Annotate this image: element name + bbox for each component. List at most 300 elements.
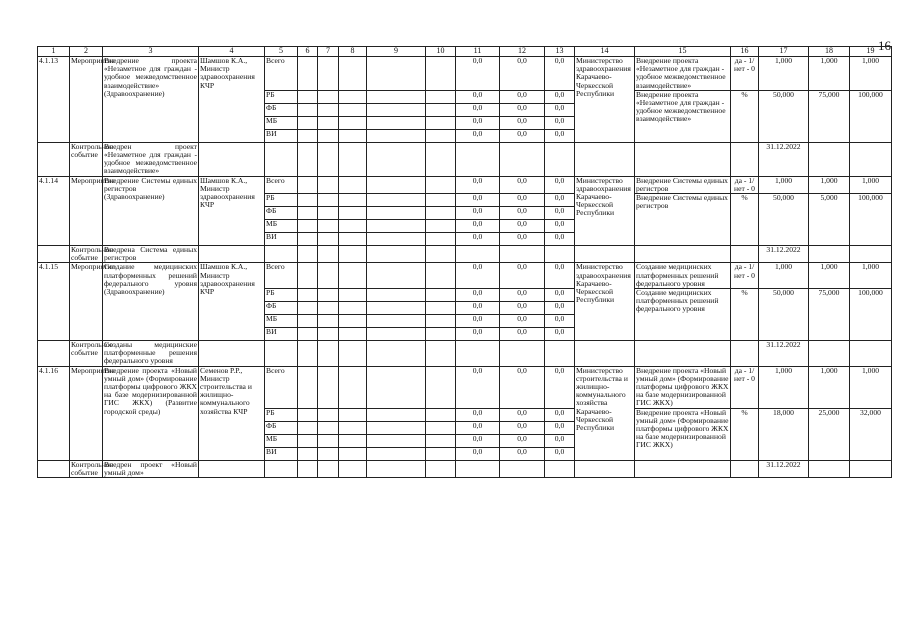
target-1-col19: 1,000 xyxy=(850,263,892,289)
empty-cell xyxy=(426,194,456,207)
executor: Министерство строительства и жилищно-коммунального хозяйства Карачаево-Черкесской Республики xyxy=(575,366,635,460)
empty-cell xyxy=(199,341,265,367)
empty-cell xyxy=(367,220,426,233)
empty-cell xyxy=(298,408,318,421)
indicator-1: Внедрение проекта «Незаметное для граждан - удобное межведомственное взаимодействие» xyxy=(635,57,731,91)
empty-cell xyxy=(850,341,892,367)
value-col12: 0,0 xyxy=(500,408,545,421)
empty-cell xyxy=(426,57,456,91)
activity-responsible: Шамшов К.А., Министр здравоохранения КЧР xyxy=(199,57,265,143)
empty-cell xyxy=(298,57,318,91)
empty-cell xyxy=(339,460,367,477)
empty-cell xyxy=(367,246,426,263)
executor: Министерство здравоохранения Карачаево-Черкесской Республики xyxy=(575,176,635,245)
value-col13: 0,0 xyxy=(545,194,575,207)
empty-cell xyxy=(367,315,426,328)
empty-cell xyxy=(339,408,367,421)
empty-cell xyxy=(339,366,367,408)
fund-source: ВИ xyxy=(265,328,298,341)
value-col11: 0,0 xyxy=(456,408,500,421)
empty-cell xyxy=(339,447,367,460)
empty-cell xyxy=(367,302,426,315)
control-event-date: 31.12.2022 xyxy=(759,142,809,176)
target-2-col19: 100,000 xyxy=(850,90,892,142)
value-col13: 0,0 xyxy=(545,434,575,447)
empty-cell xyxy=(318,246,339,263)
empty-cell xyxy=(339,57,367,91)
fund-source: ФБ xyxy=(265,302,298,315)
control-event-text: Внедрен проект «Незаметное для граждан - удобное межведомственное взаимодействие» xyxy=(104,141,197,176)
empty-cell xyxy=(426,220,456,233)
empty-cell xyxy=(298,176,318,193)
activity-title: Внедрение проекта «Новый умный дом» (Формирование платформы цифрового ЖКХ на базе модернизированной ГИС ЖКХ) (Развитие городской среды) xyxy=(103,366,199,460)
column-number-8: 8 xyxy=(339,47,367,57)
unit-2: % xyxy=(731,408,759,460)
control-event-text: Внедрен проект «Новый умный дом» xyxy=(104,459,197,477)
empty-cell xyxy=(809,341,850,367)
empty-cell xyxy=(456,460,500,477)
empty-cell xyxy=(318,207,339,220)
value-col12: 0,0 xyxy=(500,315,545,328)
empty-cell xyxy=(731,460,759,477)
empty-cell xyxy=(265,246,298,263)
executor: Министерство здравоохранения Карачаево-Черкесской Республики xyxy=(575,263,635,341)
empty-cell xyxy=(318,176,339,193)
empty-cell xyxy=(38,341,70,367)
fund-source: Всего xyxy=(265,366,298,408)
empty-cell xyxy=(298,263,318,289)
empty-cell xyxy=(318,220,339,233)
target-1-col19: 1,000 xyxy=(850,366,892,408)
empty-cell xyxy=(367,341,426,367)
value-col13: 0,0 xyxy=(545,220,575,233)
value-col12: 0,0 xyxy=(500,263,545,289)
activity-responsible: Шамшов К.А., Министр здравоохранения КЧР xyxy=(199,263,265,341)
fund-source: Всего xyxy=(265,263,298,289)
empty-cell xyxy=(339,207,367,220)
control-event-label: Контрольное событие xyxy=(71,245,114,263)
activity-row xyxy=(38,57,892,91)
header-row xyxy=(38,47,892,57)
empty-cell xyxy=(339,103,367,116)
target-2-col18: 5,000 xyxy=(809,194,850,246)
empty-cell xyxy=(265,142,298,176)
empty-cell xyxy=(426,233,456,246)
empty-cell xyxy=(367,116,426,129)
control-event-label: Контрольное событие xyxy=(71,459,114,477)
value-col12: 0,0 xyxy=(500,328,545,341)
empty-cell xyxy=(318,328,339,341)
target-2-col19: 100,000 xyxy=(850,194,892,246)
fund-source: ВИ xyxy=(265,233,298,246)
empty-cell xyxy=(318,366,339,408)
activity-type: Мероприятие xyxy=(70,176,103,245)
empty-cell xyxy=(298,434,318,447)
activity-title: Внедрение Системы единых регистров (Здравоохранение) xyxy=(103,176,199,245)
empty-cell xyxy=(318,116,339,129)
value-col11: 0,0 xyxy=(456,233,500,246)
value-col13: 0,0 xyxy=(545,263,575,289)
page-number: 16 xyxy=(878,38,891,53)
empty-cell xyxy=(367,103,426,116)
empty-cell xyxy=(426,129,456,142)
value-col11: 0,0 xyxy=(456,194,500,207)
value-col12: 0,0 xyxy=(500,434,545,447)
fund-source: ФБ xyxy=(265,103,298,116)
empty-cell xyxy=(298,129,318,142)
empty-cell xyxy=(426,447,456,460)
control-event-row xyxy=(38,460,892,477)
empty-cell xyxy=(367,421,426,434)
empty-cell xyxy=(426,460,456,477)
column-number-1: 1 xyxy=(38,47,70,57)
activity-id: 4.1.16 xyxy=(38,366,70,460)
empty-cell xyxy=(426,90,456,103)
fund-source: МБ xyxy=(265,116,298,129)
empty-cell xyxy=(298,447,318,460)
target-1-col19: 1,000 xyxy=(850,176,892,193)
empty-cell xyxy=(199,142,265,176)
column-number-6: 6 xyxy=(298,47,318,57)
empty-cell xyxy=(635,142,731,176)
column-number-5: 5 xyxy=(265,47,298,57)
empty-cell xyxy=(426,366,456,408)
target-1-col17: 1,000 xyxy=(759,366,809,408)
value-col12: 0,0 xyxy=(500,447,545,460)
target-1-col18: 1,000 xyxy=(809,366,850,408)
value-col11: 0,0 xyxy=(456,207,500,220)
empty-cell xyxy=(426,421,456,434)
empty-cell xyxy=(426,289,456,302)
control-event-label: Контрольное событие xyxy=(70,341,103,367)
value-col11: 0,0 xyxy=(456,421,500,434)
fund-source: Всего xyxy=(265,176,298,193)
value-col11: 0,0 xyxy=(456,103,500,116)
empty-cell xyxy=(318,142,339,176)
column-number-11: 11 xyxy=(456,47,500,57)
empty-cell xyxy=(575,460,635,477)
empty-cell xyxy=(298,194,318,207)
value-col11: 0,0 xyxy=(456,434,500,447)
target-2-col17: 50,000 xyxy=(759,90,809,142)
target-1-col18: 1,000 xyxy=(809,176,850,193)
empty-cell xyxy=(500,341,545,367)
empty-cell xyxy=(318,302,339,315)
empty-cell xyxy=(367,366,426,408)
empty-cell xyxy=(339,315,367,328)
empty-cell xyxy=(426,302,456,315)
empty-cell xyxy=(545,460,575,477)
control-event-row xyxy=(38,341,892,367)
empty-cell xyxy=(426,408,456,421)
empty-cell xyxy=(298,233,318,246)
empty-cell xyxy=(367,194,426,207)
value-col12: 0,0 xyxy=(500,57,545,91)
empty-cell xyxy=(809,246,850,263)
executor: Министерство здравоохранения Карачаево-Черкесской Республики xyxy=(575,57,635,143)
activity-row xyxy=(38,263,892,289)
fund-source: Всего xyxy=(265,57,298,91)
empty-cell xyxy=(339,233,367,246)
empty-cell xyxy=(426,434,456,447)
column-number-2: 2 xyxy=(70,47,103,57)
value-col13: 0,0 xyxy=(545,421,575,434)
empty-cell xyxy=(38,246,70,263)
target-1-col18: 1,000 xyxy=(809,57,850,91)
empty-cell xyxy=(367,57,426,91)
empty-cell xyxy=(339,341,367,367)
empty-cell xyxy=(318,263,339,289)
fund-source: ВИ xyxy=(265,129,298,142)
empty-cell xyxy=(367,328,426,341)
value-col11: 0,0 xyxy=(456,328,500,341)
empty-cell xyxy=(339,421,367,434)
value-col11: 0,0 xyxy=(456,129,500,142)
column-number-10: 10 xyxy=(426,47,456,57)
empty-cell xyxy=(575,341,635,367)
empty-cell xyxy=(298,116,318,129)
empty-cell xyxy=(318,129,339,142)
empty-cell xyxy=(318,289,339,302)
empty-cell xyxy=(298,421,318,434)
fund-source: МБ xyxy=(265,220,298,233)
unit-1: да - 1/ нет - 0 xyxy=(731,176,759,193)
empty-cell xyxy=(298,315,318,328)
activity-responsible: Шамшов К.А., Министр здравоохранения КЧР xyxy=(199,176,265,245)
empty-cell xyxy=(367,434,426,447)
program-table xyxy=(37,46,892,478)
empty-cell xyxy=(575,142,635,176)
target-2-col18: 25,000 xyxy=(809,408,850,460)
value-col11: 0,0 xyxy=(456,447,500,460)
empty-cell xyxy=(500,246,545,263)
value-col13: 0,0 xyxy=(545,328,575,341)
empty-cell xyxy=(339,289,367,302)
indicator-2: Внедрение проекта «Незаметное для граждан - удобное межведомственное взаимодействие» xyxy=(635,90,731,142)
value-col13: 0,0 xyxy=(545,207,575,220)
empty-cell xyxy=(545,246,575,263)
empty-cell xyxy=(635,341,731,367)
empty-cell xyxy=(199,460,265,477)
empty-cell xyxy=(298,366,318,408)
empty-cell xyxy=(339,116,367,129)
empty-cell xyxy=(298,328,318,341)
value-col12: 0,0 xyxy=(500,176,545,193)
value-col13: 0,0 xyxy=(545,408,575,421)
empty-cell xyxy=(318,408,339,421)
empty-cell xyxy=(318,194,339,207)
value-col12: 0,0 xyxy=(500,207,545,220)
empty-cell xyxy=(426,315,456,328)
column-number-3: 3 xyxy=(103,47,199,57)
empty-cell xyxy=(545,142,575,176)
column-number-4: 4 xyxy=(199,47,265,57)
empty-cell xyxy=(367,207,426,220)
unit-2: % xyxy=(731,289,759,341)
column-number-17: 17 xyxy=(759,47,809,57)
value-col11: 0,0 xyxy=(456,366,500,408)
column-number-13: 13 xyxy=(545,47,575,57)
empty-cell xyxy=(367,289,426,302)
activity-row xyxy=(38,176,892,193)
empty-cell xyxy=(500,142,545,176)
column-number-19: 19 xyxy=(850,47,892,57)
empty-cell xyxy=(199,246,265,263)
value-col12: 0,0 xyxy=(500,129,545,142)
empty-cell xyxy=(426,246,456,263)
control-event-date: 31.12.2022 xyxy=(759,460,809,477)
empty-cell xyxy=(367,263,426,289)
target-2-col19: 100,000 xyxy=(850,289,892,341)
empty-cell xyxy=(318,233,339,246)
target-1-col19: 1,000 xyxy=(850,57,892,91)
target-2-col19: 32,000 xyxy=(850,408,892,460)
column-number-7: 7 xyxy=(318,47,339,57)
indicator-1: Внедрение проекта «Новый умный дом» (Формирование платформы цифрового ЖКХ на базе модернизированной ГИС ЖКХ) xyxy=(636,365,729,408)
empty-cell xyxy=(298,103,318,116)
empty-cell xyxy=(339,90,367,103)
target-2-col17: 50,000 xyxy=(759,289,809,341)
column-number-18: 18 xyxy=(809,47,850,57)
empty-cell xyxy=(318,421,339,434)
empty-cell xyxy=(318,90,339,103)
fund-source: МБ xyxy=(265,434,298,447)
empty-cell xyxy=(339,220,367,233)
empty-cell xyxy=(298,460,318,477)
empty-cell xyxy=(426,207,456,220)
value-col12: 0,0 xyxy=(500,116,545,129)
control-event-row xyxy=(38,246,892,263)
activity-responsible: Семенов Р.Р., Министр строительства и жилищно-коммунального хозяйства КЧР xyxy=(199,366,265,460)
fund-source: РБ xyxy=(265,194,298,207)
empty-cell xyxy=(850,246,892,263)
empty-cell xyxy=(456,246,500,263)
value-col11: 0,0 xyxy=(456,220,500,233)
fund-source: РБ xyxy=(265,90,298,103)
indicator-2: Создание медицинских платформенных решений федерального уровня xyxy=(635,289,731,341)
empty-cell xyxy=(426,116,456,129)
target-1-col17: 1,000 xyxy=(759,57,809,91)
activity-id: 4.1.14 xyxy=(38,176,70,245)
empty-cell xyxy=(456,341,500,367)
empty-cell xyxy=(318,460,339,477)
fund-source: РБ xyxy=(265,289,298,302)
empty-cell xyxy=(850,142,892,176)
empty-cell xyxy=(426,341,456,367)
empty-cell xyxy=(545,341,575,367)
empty-cell xyxy=(367,408,426,421)
value-col13: 0,0 xyxy=(545,315,575,328)
unit-1: да - 1/ нет - 0 xyxy=(731,263,759,289)
column-number-16: 16 xyxy=(731,47,759,57)
unit-1: да - 1/ нет - 0 xyxy=(731,366,759,408)
empty-cell xyxy=(265,341,298,367)
empty-cell xyxy=(426,142,456,176)
fund-source: ФБ xyxy=(265,207,298,220)
value-col11: 0,0 xyxy=(456,302,500,315)
value-col12: 0,0 xyxy=(500,103,545,116)
control-event-label: Контрольное событие xyxy=(70,142,103,176)
activity-type: Мероприятие xyxy=(70,366,103,460)
value-col12: 0,0 xyxy=(500,233,545,246)
fund-source: МБ xyxy=(265,315,298,328)
empty-cell xyxy=(298,289,318,302)
control-event-date: 31.12.2022 xyxy=(759,341,809,367)
fund-source: ФБ xyxy=(265,421,298,434)
empty-cell xyxy=(367,233,426,246)
value-col11: 0,0 xyxy=(456,90,500,103)
empty-cell xyxy=(809,142,850,176)
empty-cell xyxy=(298,341,318,367)
fund-source: ВИ xyxy=(265,447,298,460)
empty-cell xyxy=(318,57,339,91)
empty-cell xyxy=(339,194,367,207)
empty-cell xyxy=(500,460,545,477)
value-col12: 0,0 xyxy=(500,194,545,207)
value-col13: 0,0 xyxy=(545,366,575,408)
value-col12: 0,0 xyxy=(500,289,545,302)
empty-cell xyxy=(339,263,367,289)
empty-cell xyxy=(367,460,426,477)
unit-1: да - 1/ нет - 0 xyxy=(731,57,759,91)
empty-cell xyxy=(318,447,339,460)
value-col11: 0,0 xyxy=(456,176,500,193)
empty-cell xyxy=(318,103,339,116)
column-number-12: 12 xyxy=(500,47,545,57)
empty-cell xyxy=(850,460,892,477)
empty-cell xyxy=(635,460,731,477)
target-2-col18: 75,000 xyxy=(809,289,850,341)
empty-cell xyxy=(635,246,731,263)
control-event-row xyxy=(38,142,892,176)
empty-cell xyxy=(809,460,850,477)
empty-cell xyxy=(367,90,426,103)
value-col12: 0,0 xyxy=(500,421,545,434)
control-event-text: Созданы медицинские платформенные решения федерального уровня xyxy=(104,340,197,366)
value-col13: 0,0 xyxy=(545,116,575,129)
empty-cell xyxy=(38,142,70,176)
value-col11: 0,0 xyxy=(456,289,500,302)
empty-cell xyxy=(426,176,456,193)
indicator-1: Внедрение Системы единых регистров xyxy=(635,176,731,193)
value-col13: 0,0 xyxy=(545,447,575,460)
empty-cell xyxy=(426,328,456,341)
activity-id: 4.1.13 xyxy=(38,57,70,143)
target-1-col17: 1,000 xyxy=(759,263,809,289)
value-col12: 0,0 xyxy=(500,302,545,315)
value-col13: 0,0 xyxy=(545,90,575,103)
empty-cell xyxy=(731,142,759,176)
column-number-14: 14 xyxy=(575,47,635,57)
control-event-text: Внедрена Система единых регистров xyxy=(104,245,197,263)
empty-cell xyxy=(339,142,367,176)
value-col13: 0,0 xyxy=(545,129,575,142)
value-col13: 0,0 xyxy=(545,302,575,315)
empty-cell xyxy=(339,129,367,142)
empty-cell xyxy=(318,341,339,367)
activity-row xyxy=(38,366,892,408)
value-col12: 0,0 xyxy=(500,366,545,408)
value-col11: 0,0 xyxy=(456,57,500,91)
target-1-col17: 1,000 xyxy=(759,176,809,193)
value-col13: 0,0 xyxy=(545,57,575,91)
fund-source: РБ xyxy=(265,408,298,421)
empty-cell xyxy=(298,220,318,233)
empty-cell xyxy=(367,142,426,176)
value-col13: 0,0 xyxy=(545,176,575,193)
value-col11: 0,0 xyxy=(456,315,500,328)
target-2-col17: 18,000 xyxy=(759,408,809,460)
